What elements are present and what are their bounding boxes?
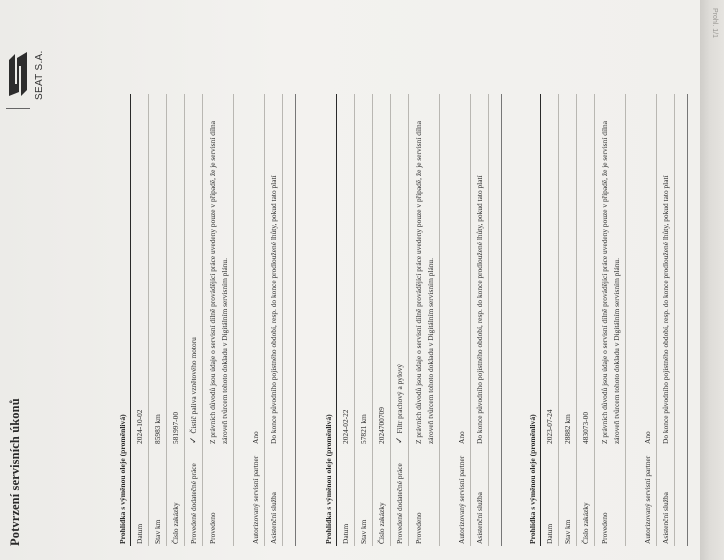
service-record-1 [112,94,296,546]
row-label: Autorizovaný servisní partner [457,455,466,544]
row-value: 57821 km [359,414,368,444]
row-label: Asistenční služba [269,492,278,544]
row-value: Ano [457,431,466,444]
record-row-extra-work [391,94,409,546]
row-label: Datum [135,523,144,544]
row-label: Provedeno [208,512,217,544]
logo-separator [6,108,30,109]
row-value: Ano [643,431,652,444]
page-counter: Prohl. 1/1 [711,8,718,38]
record-row-mileage [149,94,167,546]
row-label: Autorizovaný servisní partner [643,455,652,544]
row-label: Provedené dodatečné práce [395,463,404,544]
row-label: Stav km [359,519,368,544]
record-row-assistance [265,94,283,546]
record-row-date [337,94,355,546]
row-value: 2024-02-22 [341,409,350,444]
service-record-3 [522,94,688,546]
row-label: Datum [341,523,350,544]
extra-work-item: Filtr prachový a pylový [395,363,404,434]
checkmark-icon: ✓ [395,436,405,444]
row-label: Provedeno [414,512,423,544]
row-label: Provedeno [600,512,609,544]
record-row-order [167,94,185,546]
record-row-performed [203,94,234,546]
record-row-order [373,94,391,546]
row-label: Číslo zakázky [377,502,386,544]
row-value: 28882 km [563,414,572,444]
row-label: Asistenční služba [661,492,670,544]
row-value: Do konce původního pojistného období, resp. do konce prodloužené lhůty, pokud tato platí [475,175,484,444]
row-label: Autorizovaný servisní partner [251,455,260,544]
record-header: Prohlídka s výměnou oleje (proměnlivá) [318,94,337,546]
record-row-assistance [471,94,489,546]
row-value: Ano [251,431,260,444]
record-row-date [131,94,149,546]
record-row-mileage [355,94,373,546]
record-row-partner [626,94,657,546]
record-row-partner [234,94,265,546]
record-row-date [541,94,559,546]
row-value: Z právních důvodů jsou údaje o servisní dílně provádějící práce uvedeny pouze v případě, že je servisní dílna zároveň tvůrcem tohoto dokladu v Digitálním servisním plánu. [208,120,229,444]
record-end-line [283,94,296,546]
row-label: Asistenční služba [475,492,484,544]
record-row-mileage [559,94,577,546]
row-value: 2024-10-02 [135,409,144,444]
record-header: Prohlídka s výměnou oleje (proměnlivá) [112,94,131,546]
row-value: Do konce původního pojistného období, resp. do konce prodloužené lhůty, pokud tato platí [269,175,278,444]
row-value: 483073-00 [581,411,590,444]
brand-name: SEAT S.A. [34,50,45,100]
row-label: Stav km [153,519,162,544]
row-value [185,94,202,448]
row-value: 85983 km [153,414,162,444]
row-value: 2023-07-24 [545,409,554,444]
record-row-performed [595,94,626,546]
row-value [391,94,408,448]
row-label: Provedené dodatečné práce [189,463,198,544]
row-value: 581997-00 [171,411,180,444]
seat-logo-icon [6,48,30,98]
record-row-order [577,94,595,546]
record-row-assistance [657,94,675,546]
record-row-extra-work [185,94,203,546]
service-record-2 [318,94,502,546]
row-value: 2024700709 [377,407,386,444]
checkmark-icon: ✓ [189,436,199,444]
row-label: Stav km [563,519,572,544]
record-end-line [489,94,502,546]
record-row-performed [409,94,440,546]
row-label: Číslo zakázky [171,502,180,544]
row-label: Datum [545,523,554,544]
row-value: Do konce původního pojistného období, resp. do konce prodloužené lhůty, pokud tato platí [661,175,670,444]
row-value: Z právních důvodů jsou údaje o servisní dílně provádějící práce uvedeny pouze v případě, že je servisní dílna zároveň tvůrcem tohoto dokladu v Digitálním servisním plánu. [600,120,621,444]
page-edge [700,0,724,560]
page-title: Potvrzení servisních úkonů [8,398,22,546]
extra-work-item: Čistič paliva vznětového motoru [189,337,198,434]
record-header: Prohlídka s výměnou oleje (proměnlivá) [522,94,541,546]
record-row-partner [440,94,471,546]
row-label: Číslo zakázky [581,502,590,544]
row-value: Z právních důvodů jsou údaje o servisní dílně provádějící práce uvedeny pouze v případě, že je servisní dílna zároveň tvůrcem tohoto dokladu v Digitálním servisním plánu. [414,120,435,444]
record-end-line [675,94,688,546]
